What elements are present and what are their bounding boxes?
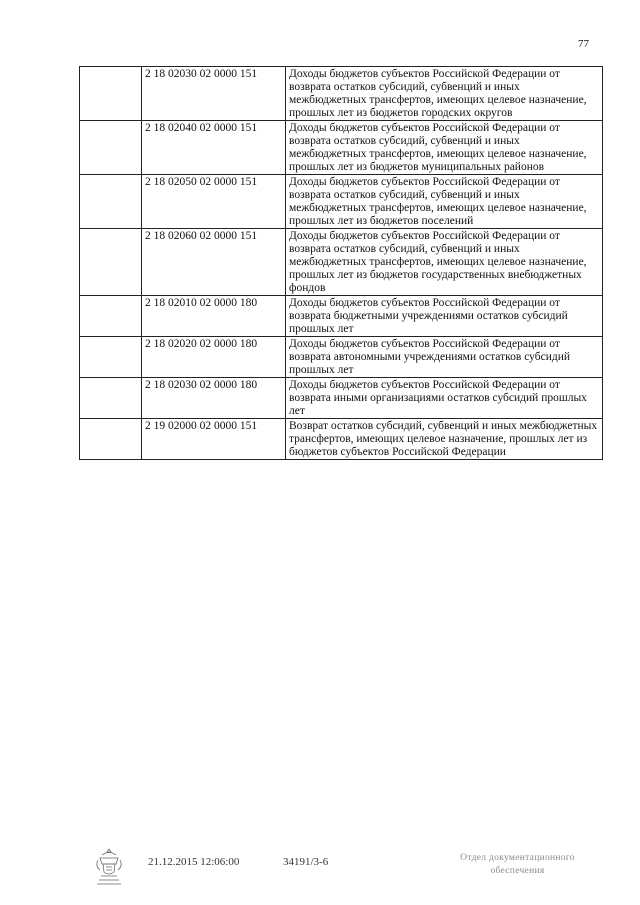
page-number: 77	[578, 38, 589, 50]
table-body	[80, 67, 603, 460]
empty-cell	[80, 337, 142, 378]
document-number: 34191/3-6	[283, 856, 329, 868]
budget-codes-table	[79, 66, 603, 460]
code-cell: 2 18 02020 02 0000 180	[142, 337, 286, 378]
code-cell: 2 18 02030 02 0000 151	[142, 67, 286, 121]
stamp-line-2: обеспечения	[490, 866, 545, 876]
empty-cell	[80, 419, 142, 460]
coat-of-arms-icon	[92, 846, 126, 886]
code-cell: 2 18 02040 02 0000 151	[142, 121, 286, 175]
code-cell: 2 18 02030 02 0000 180	[142, 378, 286, 419]
description-cell: Возврат остатков субсидий, субвенций и иных межбюджетных трансфертов, имеющих целевое назначение, прошлых лет из бюджетов субъектов Российской Федерации	[286, 419, 603, 460]
description-cell: Доходы бюджетов субъектов Российской Федерации от возврата автономными учреждениями остатков субсидий прошлых лет	[286, 337, 603, 378]
description-cell: Доходы бюджетов субъектов Российской Федерации от возврата остатков субсидий, субвенций и иных межбюджетных трансфертов, имеющих целевое назначение, прошлых лет из бюджетов городских округов	[286, 67, 603, 121]
code-cell: 2 19 02000 02 0000 151	[142, 419, 286, 460]
table-row	[80, 229, 603, 296]
table-row	[80, 67, 603, 121]
table-row	[80, 296, 603, 337]
table-row	[80, 378, 603, 419]
description-cell: Доходы бюджетов субъектов Российской Федерации от возврата иными организациями остатков субсидий прошлых лет	[286, 378, 603, 419]
table-row	[80, 121, 603, 175]
timestamp: 21.12.2015 12:06:00	[148, 856, 240, 868]
department-stamp	[445, 852, 590, 878]
code-cell: 2 18 02060 02 0000 151	[142, 229, 286, 296]
table-row	[80, 175, 603, 229]
empty-cell	[80, 296, 142, 337]
code-cell: 2 18 02010 02 0000 180	[142, 296, 286, 337]
empty-cell	[80, 121, 142, 175]
description-cell: Доходы бюджетов субъектов Российской Федерации от возврата остатков субсидий, субвенций и иных межбюджетных трансфертов, имеющих целевое назначение, прошлых лет из бюджетов поселений	[286, 175, 603, 229]
code-cell: 2 18 02050 02 0000 151	[142, 175, 286, 229]
stamp-line-1: Отдел документационного	[460, 853, 575, 863]
empty-cell	[80, 229, 142, 296]
table-row	[80, 337, 603, 378]
description-cell: Доходы бюджетов субъектов Российской Федерации от возврата бюджетными учреждениями остатков субсидий прошлых лет	[286, 296, 603, 337]
empty-cell	[80, 67, 142, 121]
description-cell: Доходы бюджетов субъектов Российской Федерации от возврата остатков субсидий, субвенций и иных межбюджетных трансфертов, имеющих целевое назначение, прошлых лет из бюджетов муниципальных районов	[286, 121, 603, 175]
empty-cell	[80, 175, 142, 229]
empty-cell	[80, 378, 142, 419]
description-cell: Доходы бюджетов субъектов Российской Федерации от возврата остатков субсидий, субвенций и иных межбюджетных трансфертов, имеющих целевое назначение, прошлых лет из бюджетов государственных внебюджетных фондов	[286, 229, 603, 296]
table-row	[80, 419, 603, 460]
